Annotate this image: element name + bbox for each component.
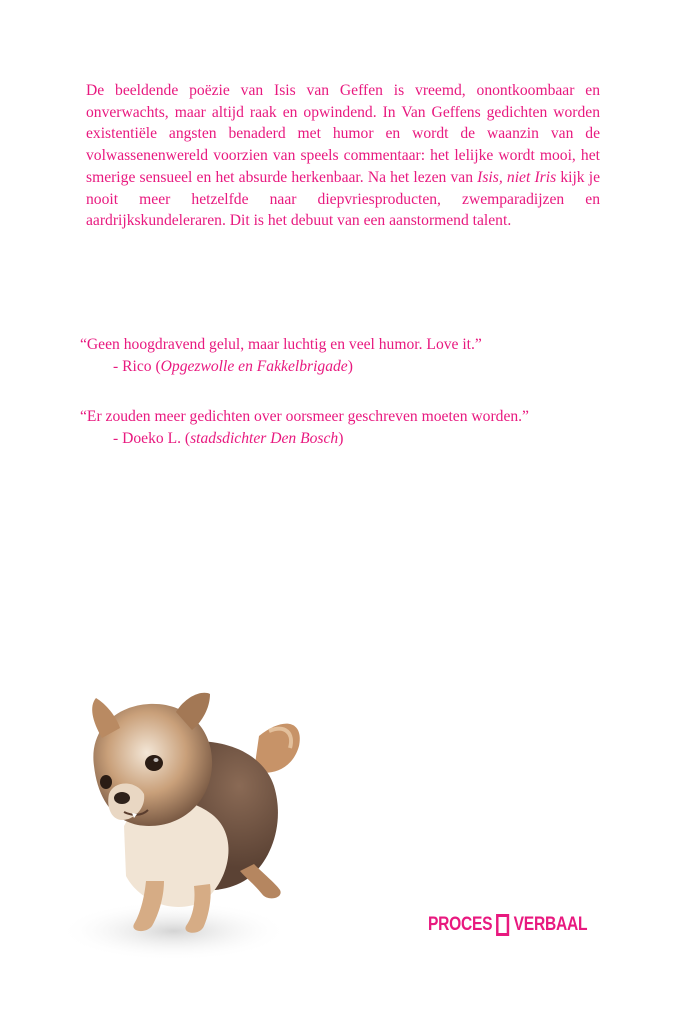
book-title-italic: Isis, niet Iris xyxy=(477,168,557,186)
blurb-text-part1: De beeldende poëzie van Isis van Geffen is vreemd, onontkoombaar en onverwachts, maar altijd raak en opwindend. In Van Geffens gedichten worden existentiële angsten benaderd met humor en wordt de waanzin van de volwassenenwereld voorzien van speels commentaar: het lelijke wordt mooi, het smerige sensueel en het absurde herkenbaar. Na het lezen van xyxy=(86,82,600,186)
quote-attribution xyxy=(80,428,620,450)
logo-text-left: PROCES xyxy=(428,914,493,935)
attribution-name: - Doeko L. ( xyxy=(113,430,191,447)
blurb-text-part2: kijk je nooit meer hetzelfde naar diepvriesproducten, zwemparadijzen en aardrijkskundeleraren. Dit is het debuut van een aanstormend talent. xyxy=(86,168,601,230)
review-quote-1 xyxy=(80,334,620,378)
logo-box-icon xyxy=(496,914,509,936)
quote-text: “Er zouden meer gedichten over oorsmeer geschreven moeten worden.” xyxy=(80,408,529,425)
logo-text-right: VERBAAL xyxy=(513,914,588,935)
attribution-close: ) xyxy=(347,358,353,375)
chihuahua-dog-photo xyxy=(54,676,316,966)
attribution-source: Opgezwolle en Fakkelbrigade xyxy=(160,358,348,375)
quote-text: “Geen hoogdravend gelul, maar luchtig en veel humor. Love it.” xyxy=(80,336,482,353)
quote-attribution xyxy=(80,356,620,378)
attribution-close: ) xyxy=(338,430,344,447)
attribution-name: - Rico ( xyxy=(113,358,161,375)
publisher-logo xyxy=(428,910,587,940)
review-quote-2 xyxy=(80,406,620,450)
back-cover-blurb xyxy=(86,80,600,232)
attribution-source: stadsdichter Den Bosch xyxy=(190,430,339,447)
